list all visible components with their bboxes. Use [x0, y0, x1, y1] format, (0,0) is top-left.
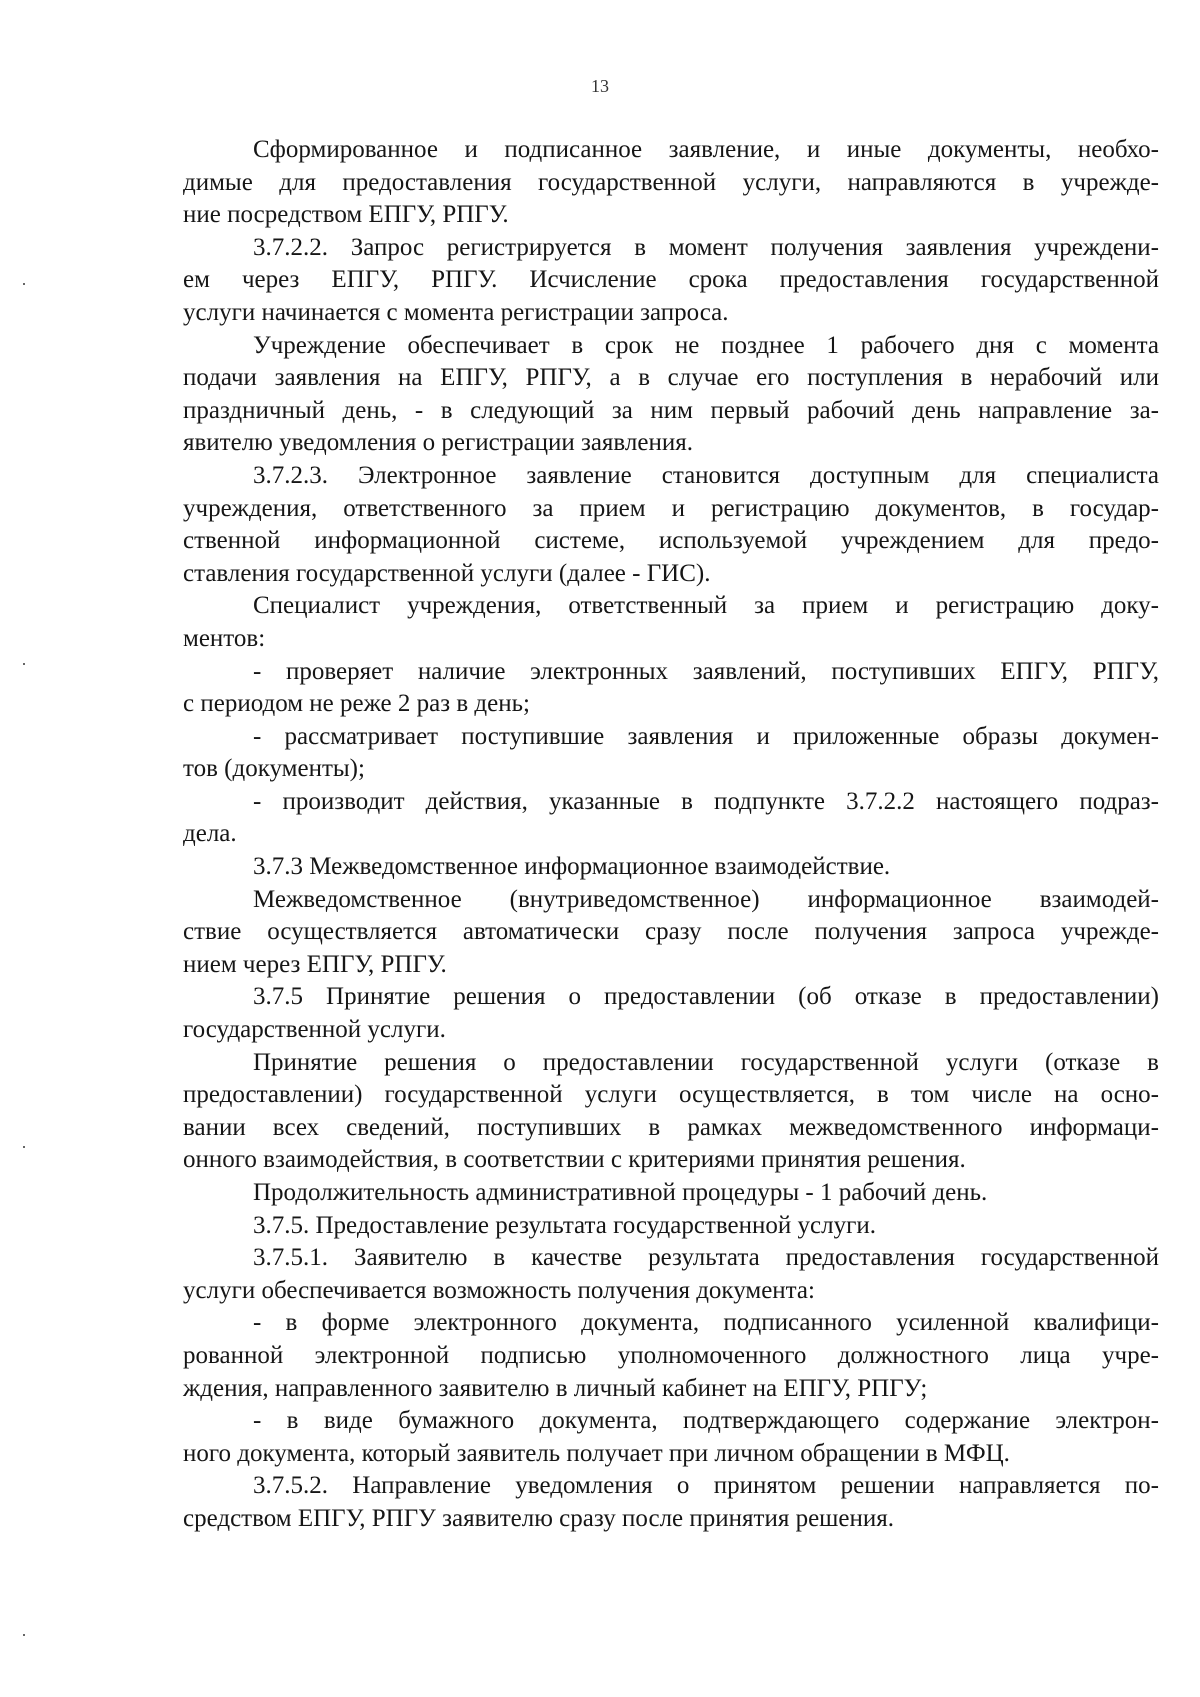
text-line: Принятие решения о предоставлении государственной услуги (отказе в [253, 1048, 1159, 1076]
text-line: Межведомственное (внутриведомственное) информационное взаимодей- [253, 885, 1159, 913]
text-line: услуги обеспечивается возможность получения документа: [183, 1276, 815, 1304]
text-line: 3.7.5.1. Заявителю в качестве результата предоставления государственной [253, 1244, 1159, 1272]
scan-speck [23, 663, 25, 665]
text-line: - в виде бумажного документа, подтверждающего содержание электрон- [253, 1407, 1159, 1435]
text-line: услуги начинается с момента регистрации запроса. [183, 298, 729, 326]
text-line: явителю уведомления о регистрации заявления. [183, 429, 693, 457]
text-line: Продолжительность административной процедуры - 1 рабочий день. [253, 1179, 988, 1206]
text-line: дела. [183, 820, 237, 848]
text-line: ние посредством ЕПГУ, РПГУ. [183, 201, 509, 229]
text-line: онного взаимодействия, в соответствии с критериями принятия решения. [183, 1146, 966, 1174]
text-line: рованной электронной подписью уполномоченного должностного лица учре- [183, 1341, 1159, 1369]
text-line: вании всех сведений, поступивших в рамках межведомственного информаци- [183, 1113, 1159, 1141]
text-line: учреждения, ответственного за прием и регистрацию документов, в государ- [183, 494, 1159, 522]
text-line: тов (документы); [183, 755, 365, 783]
text-line: средством ЕПГУ, РПГУ заявителю сразу после принятия решения. [183, 1504, 895, 1532]
text-line: Специалист учреждения, ответственный за прием и регистрацию доку- [253, 592, 1159, 620]
text-line: 3.7.5 Принятие решения о предоставлении (об отказе в предоставлении) [253, 983, 1159, 1011]
text-line: 3.7.5.2. Направление уведомления о принятом решении направляется по- [253, 1472, 1159, 1500]
document-body [183, 134, 1159, 1536]
text-line: ем через ЕПГУ, РПГУ. Исчисление срока предоставления государственной [183, 266, 1159, 294]
text-line: 3.7.3 Межведомственное информационное взаимодействие. [253, 853, 891, 881]
text-line: ного документа, который заявитель получает при личном обращении в МФЦ. [183, 1439, 1010, 1467]
scan-speck [23, 283, 25, 285]
text-line: подачи заявления на ЕПГУ, РПГУ, а в случае его поступления в нерабочий или [183, 364, 1159, 392]
page-number: 13 [591, 76, 609, 96]
text-line: праздничный день, - в следующий за ним первый рабочий день направление за- [183, 396, 1159, 424]
text-line: Сформированное и подписанное заявление, и иные документы, необхо- [253, 136, 1159, 163]
text-line: ментов: [183, 624, 266, 652]
text-line: ственной информационной системе, используемой учреждением для предо- [183, 527, 1159, 555]
text-line: - рассматривает поступившие заявления и приложенные образы докумен- [253, 722, 1159, 750]
text-line: нием через ЕПГУ, РПГУ. [183, 950, 447, 978]
text-line: 3.7.2.3. Электронное заявление становится доступным для специалиста [253, 461, 1159, 489]
text-line: 3.7.2.2. Запрос регистрируется в момент получения заявления учреждени- [253, 233, 1159, 261]
scan-speck [23, 1634, 25, 1636]
text-line: с периодом не реже 2 раз в день; [183, 690, 530, 718]
text-line: димые для предоставления государственной услуги, направляются в учрежде- [183, 168, 1159, 196]
text-line: - проверяет наличие электронных заявлений, поступивших ЕПГУ, РПГУ, [253, 657, 1159, 685]
text-line: 3.7.5. Предоставление результата государственной услуги. [253, 1211, 876, 1239]
text-line: ждения, направленного заявителю в личный кабинет на ЕПГУ, РПГУ; [183, 1374, 928, 1402]
text-line: государственной услуги. [183, 1016, 446, 1044]
text-line: ствие осуществляется автоматически сразу после получения запроса учрежде- [183, 918, 1159, 946]
text-line: ставления государственной услуги (далее - ГИС). [183, 559, 711, 587]
scan-speck [23, 1146, 25, 1148]
text-line: Учреждение обеспечивает в срок не позднее 1 рабочего дня с момента [253, 331, 1159, 359]
text-line: - в форме электронного документа, подписанного усиленной квалифици- [253, 1309, 1159, 1337]
text-line: предоставлении) государственной услуги осуществляется, в том числе на осно- [183, 1081, 1159, 1109]
text-line: - производит действия, указанные в подпункте 3.7.2.2 настоящего подраз- [253, 787, 1159, 815]
